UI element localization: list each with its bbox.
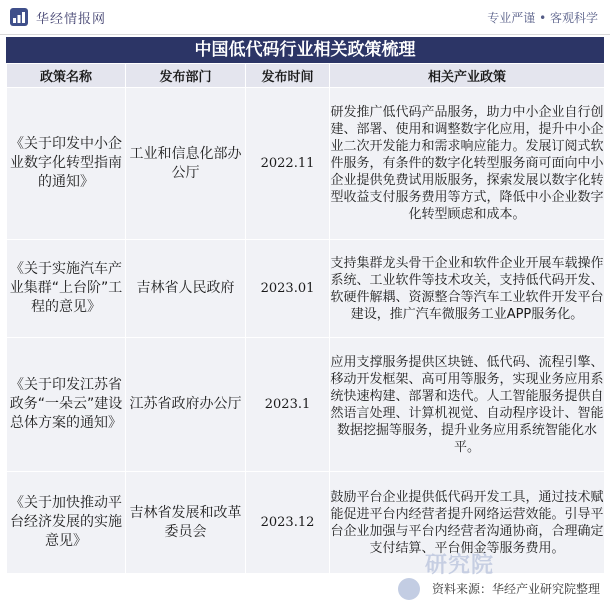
footer [0,553,610,604]
policy-desc-cell: 支持集群龙头骨干企业和软件企业开展车载操作系统、工业软件等技术攻关，支持低代码开发、软硬件解耦、资源整合等汽车工业软件开发平台建设，推广汽车微服务工业APP服务化。 [330,240,605,338]
policy-desc-cell: 鼓励平台企业提供低代码开发工具，通过技术赋能促进平台内经营者提升网络运营效能。引导平台企业加强与平台内经营者沟通协商，合理确定支付结算、平台佣金等服务费用。 [330,472,605,574]
table-title: 中国低代码行业相关政策梳理 [6,37,604,63]
policy-dept-cell: 吉林省人民政府 [126,240,246,338]
table-row [7,240,605,338]
column-header-dept: 发布部门 [126,64,246,88]
column-header-policy: 相关产业政策 [330,64,605,88]
policy-desc-cell: 应用支撑服务提供区块链、低代码、流程引擎、移动开发框架、高可用等服务，实现业务应用系统快速构建、部署和迭代。人工智能服务提供自然语言处理、计算机视觉、自动程序设计、智能数据挖掘等服务，提升业务应用系统智能化水平。 [330,338,605,472]
table-row [7,338,605,472]
policy-date-cell: 2022.11 [246,88,330,240]
brand [10,7,106,27]
policy-name-cell: 《关于实施汽车产业集群“上台阶”工程的意见》 [7,240,126,338]
policy-name-cell: 《关于印发中小企业数字化转型指南的通知》 [7,88,126,240]
policy-desc-cell: 研发推广低代码产品服务，助力中小企业自行创建、部署、使用和调整数字化应用，提升中小企业二次开发能力和需求响应能力。发展订阅式软件服务，有条件的数字化转型服务商可面向中小企业提供免费试用版服务，探索发展以数字化转型收益支付服务费用等方式，降低中小企业数字化转型顾虑和成本。 [330,88,605,240]
slogan: 专业严谨 • 客观科学 [487,11,598,25]
table-row [7,472,605,574]
policy-name-cell: 《关于印发江苏省政务“一朵云”建设总体方案的通知》 [7,338,126,472]
huajing-logo-icon [398,578,420,600]
policy-table [6,63,605,574]
source-note: 资料来源：华经产业研究院整理 [431,582,600,596]
policy-date-cell: 2023.1 [246,338,330,472]
table-header-row [7,64,605,88]
top-bar [0,0,610,35]
table-row [7,88,605,240]
bar-chart-icon [10,8,28,26]
policy-name-cell: 《关于加快推动平台经济发展的实施意见》 [7,472,126,574]
policy-dept-cell: 工业和信息化部办公厅 [126,88,246,240]
column-header-date: 发布时间 [246,64,330,88]
brand-name: 华经情报网 [36,11,107,27]
policy-date-cell: 2023.12 [246,472,330,574]
policy-date-cell: 2023.01 [246,240,330,338]
watermark: 研究院 [425,553,495,578]
policy-dept-cell: 吉林省发展和改革委员会 [126,472,246,574]
policy-dept-cell: 江苏省政府办公厅 [126,338,246,472]
column-header-name: 政策名称 [7,64,126,88]
